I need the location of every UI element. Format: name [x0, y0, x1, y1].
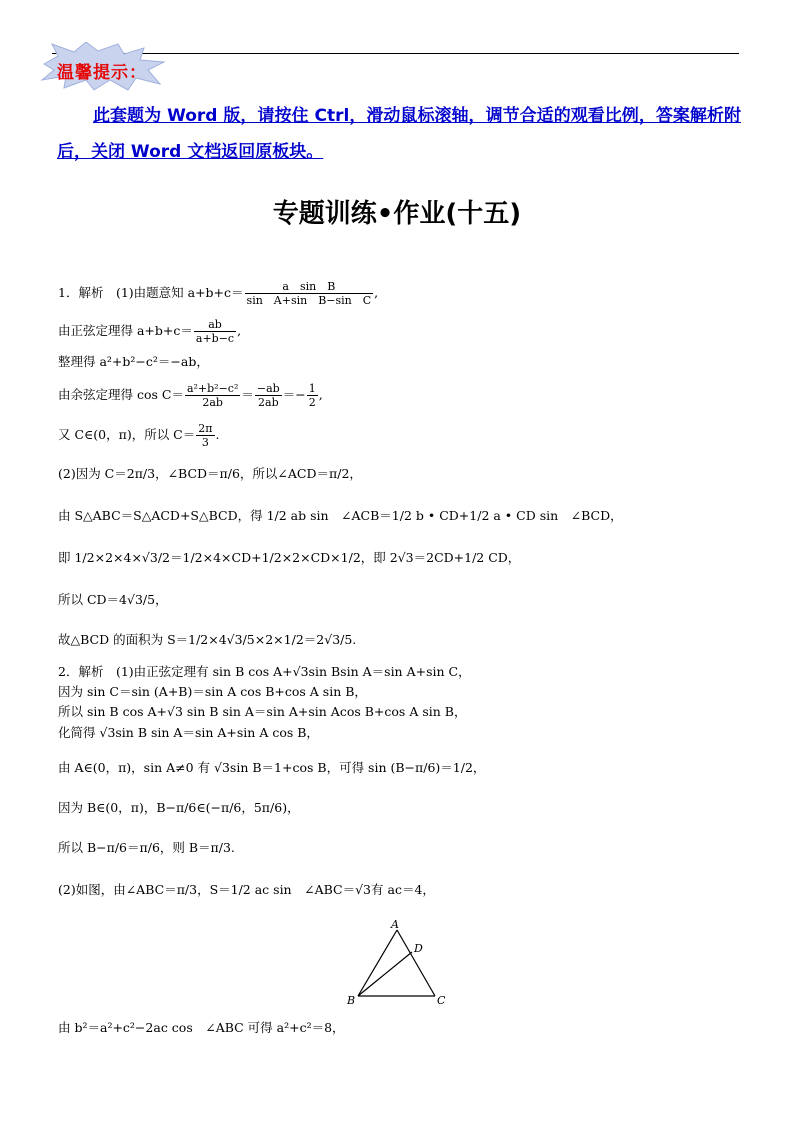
- label-b: B: [347, 994, 356, 1007]
- p1-line-5: 又 C∈(0，π)，所以 C＝ $\frac{2\pi}{3}$ .: [58, 422, 220, 449]
- edge-ac: [397, 930, 435, 996]
- p2-line-7: 所以 B−π/6＝π/6，则 B＝π/3.: [58, 840, 235, 855]
- p2-line-8: (2)如图，由∠ABC＝π/3，S＝1/2 ac sin ∠ABC＝√3有 ac＝4，: [58, 882, 435, 897]
- fraction: $\frac{ab}{a+b-c}$: [195, 318, 235, 345]
- p2-line-5: 由 A∈(0，π)，sin A≠0 有 √3sin B＝1+cos B，可得 sin (B−π/6)＝1/2，: [58, 760, 486, 775]
- p1-line-7: 由 S△ABC＝S△ACD+S△BCD，得 1/2 ab sin ∠ACB＝1/2 b • CD+1/2 a • CD sin ∠BCD，: [58, 508, 623, 523]
- p1-line-3: 整理得 a²+b²−c²＝−ab，: [58, 354, 209, 369]
- notice-text: 此套题为 Word 版，请按住 Ctrl，滑动鼠标滚轴，调节合适的观看比例，答案解析附后，关闭 Word 文档返回原板块。: [57, 106, 741, 162]
- p2-line-2: 因为 sin C＝sin (A+B)＝sin A cos B+cos A sin B，: [58, 684, 367, 699]
- notice-title: 温馨提示：: [57, 63, 147, 83]
- p2-line-9: 由 b²＝a²+c²−2ac cos ∠ABC 可得 a²+c²＝8，: [58, 1020, 345, 1035]
- p2-line-3: 所以 sin B cos A+√3 sin B sin A＝sin A+sin Acos B+cos A sin B，: [58, 704, 467, 719]
- p1-line-10: 故△BCD 的面积为 S＝1/2×4√3/5×2×1/2＝2√3/5.: [58, 632, 357, 647]
- p1-line-2: 由正弦定理得 a+b+c＝ $\frac{ab}{a+b-c}$ ,: [58, 318, 242, 345]
- document-title: 专题训练•作业(十五): [272, 199, 522, 229]
- fraction: $\frac{\text{a²+b²−c²}}{2ab}$: [186, 382, 239, 409]
- label-a: A: [391, 918, 399, 931]
- triangle-figure: [345, 918, 455, 1010]
- fraction: $\frac{-ab}{2ab}$: [256, 382, 280, 409]
- edge-ab: [358, 930, 397, 996]
- fraction: $\frac{\text{a sin B}}{\text{sin A+sin B−sin C}}$: [246, 280, 372, 307]
- p1-line-4: 由余弦定理得 cos C＝ $\frac{\text{a²+b²−c²}}{2ab}$ ＝ $\frac{-ab}{2ab}$ ＝− $\frac{1}{2}$ ,: [58, 382, 323, 409]
- p1-line-8: 即 1/2×2×4×√3/2＝1/2×4×CD+1/2×2×CD×1/2，即 2√3＝2CD+1/2 CD，: [58, 550, 521, 565]
- p2-line-1: 2．解析 (1)由正弦定理有 sin B cos A+√3sin Bsin A＝sin A+sin C，: [58, 664, 471, 679]
- p1-line-1: 1．解析 (1)由题意知 a+b+c＝ $\frac{\text{a sin B}}{\text{sin A+sin B−sin C}}$ ,: [58, 280, 379, 307]
- p1-line-6: (2)因为 C＝2π/3，∠BCD＝π/6，所以∠ACD＝π/2，: [58, 466, 362, 481]
- fraction: $\frac{1}{2}$: [308, 382, 316, 409]
- p2-line-4: 化简得 √3sin B sin A＝sin A+sin A cos B，: [58, 725, 319, 740]
- label-c: C: [437, 994, 446, 1007]
- label-d: D: [414, 942, 423, 955]
- edge-bd: [358, 952, 412, 996]
- fraction: $\frac{2\pi}{3}$: [198, 422, 213, 449]
- p2-line-6: 因为 B∈(0，π)，B−π/6∈(−π/6，5π/6)，: [58, 800, 300, 815]
- p1-line-9: 所以 CD＝4√3/5，: [58, 592, 168, 607]
